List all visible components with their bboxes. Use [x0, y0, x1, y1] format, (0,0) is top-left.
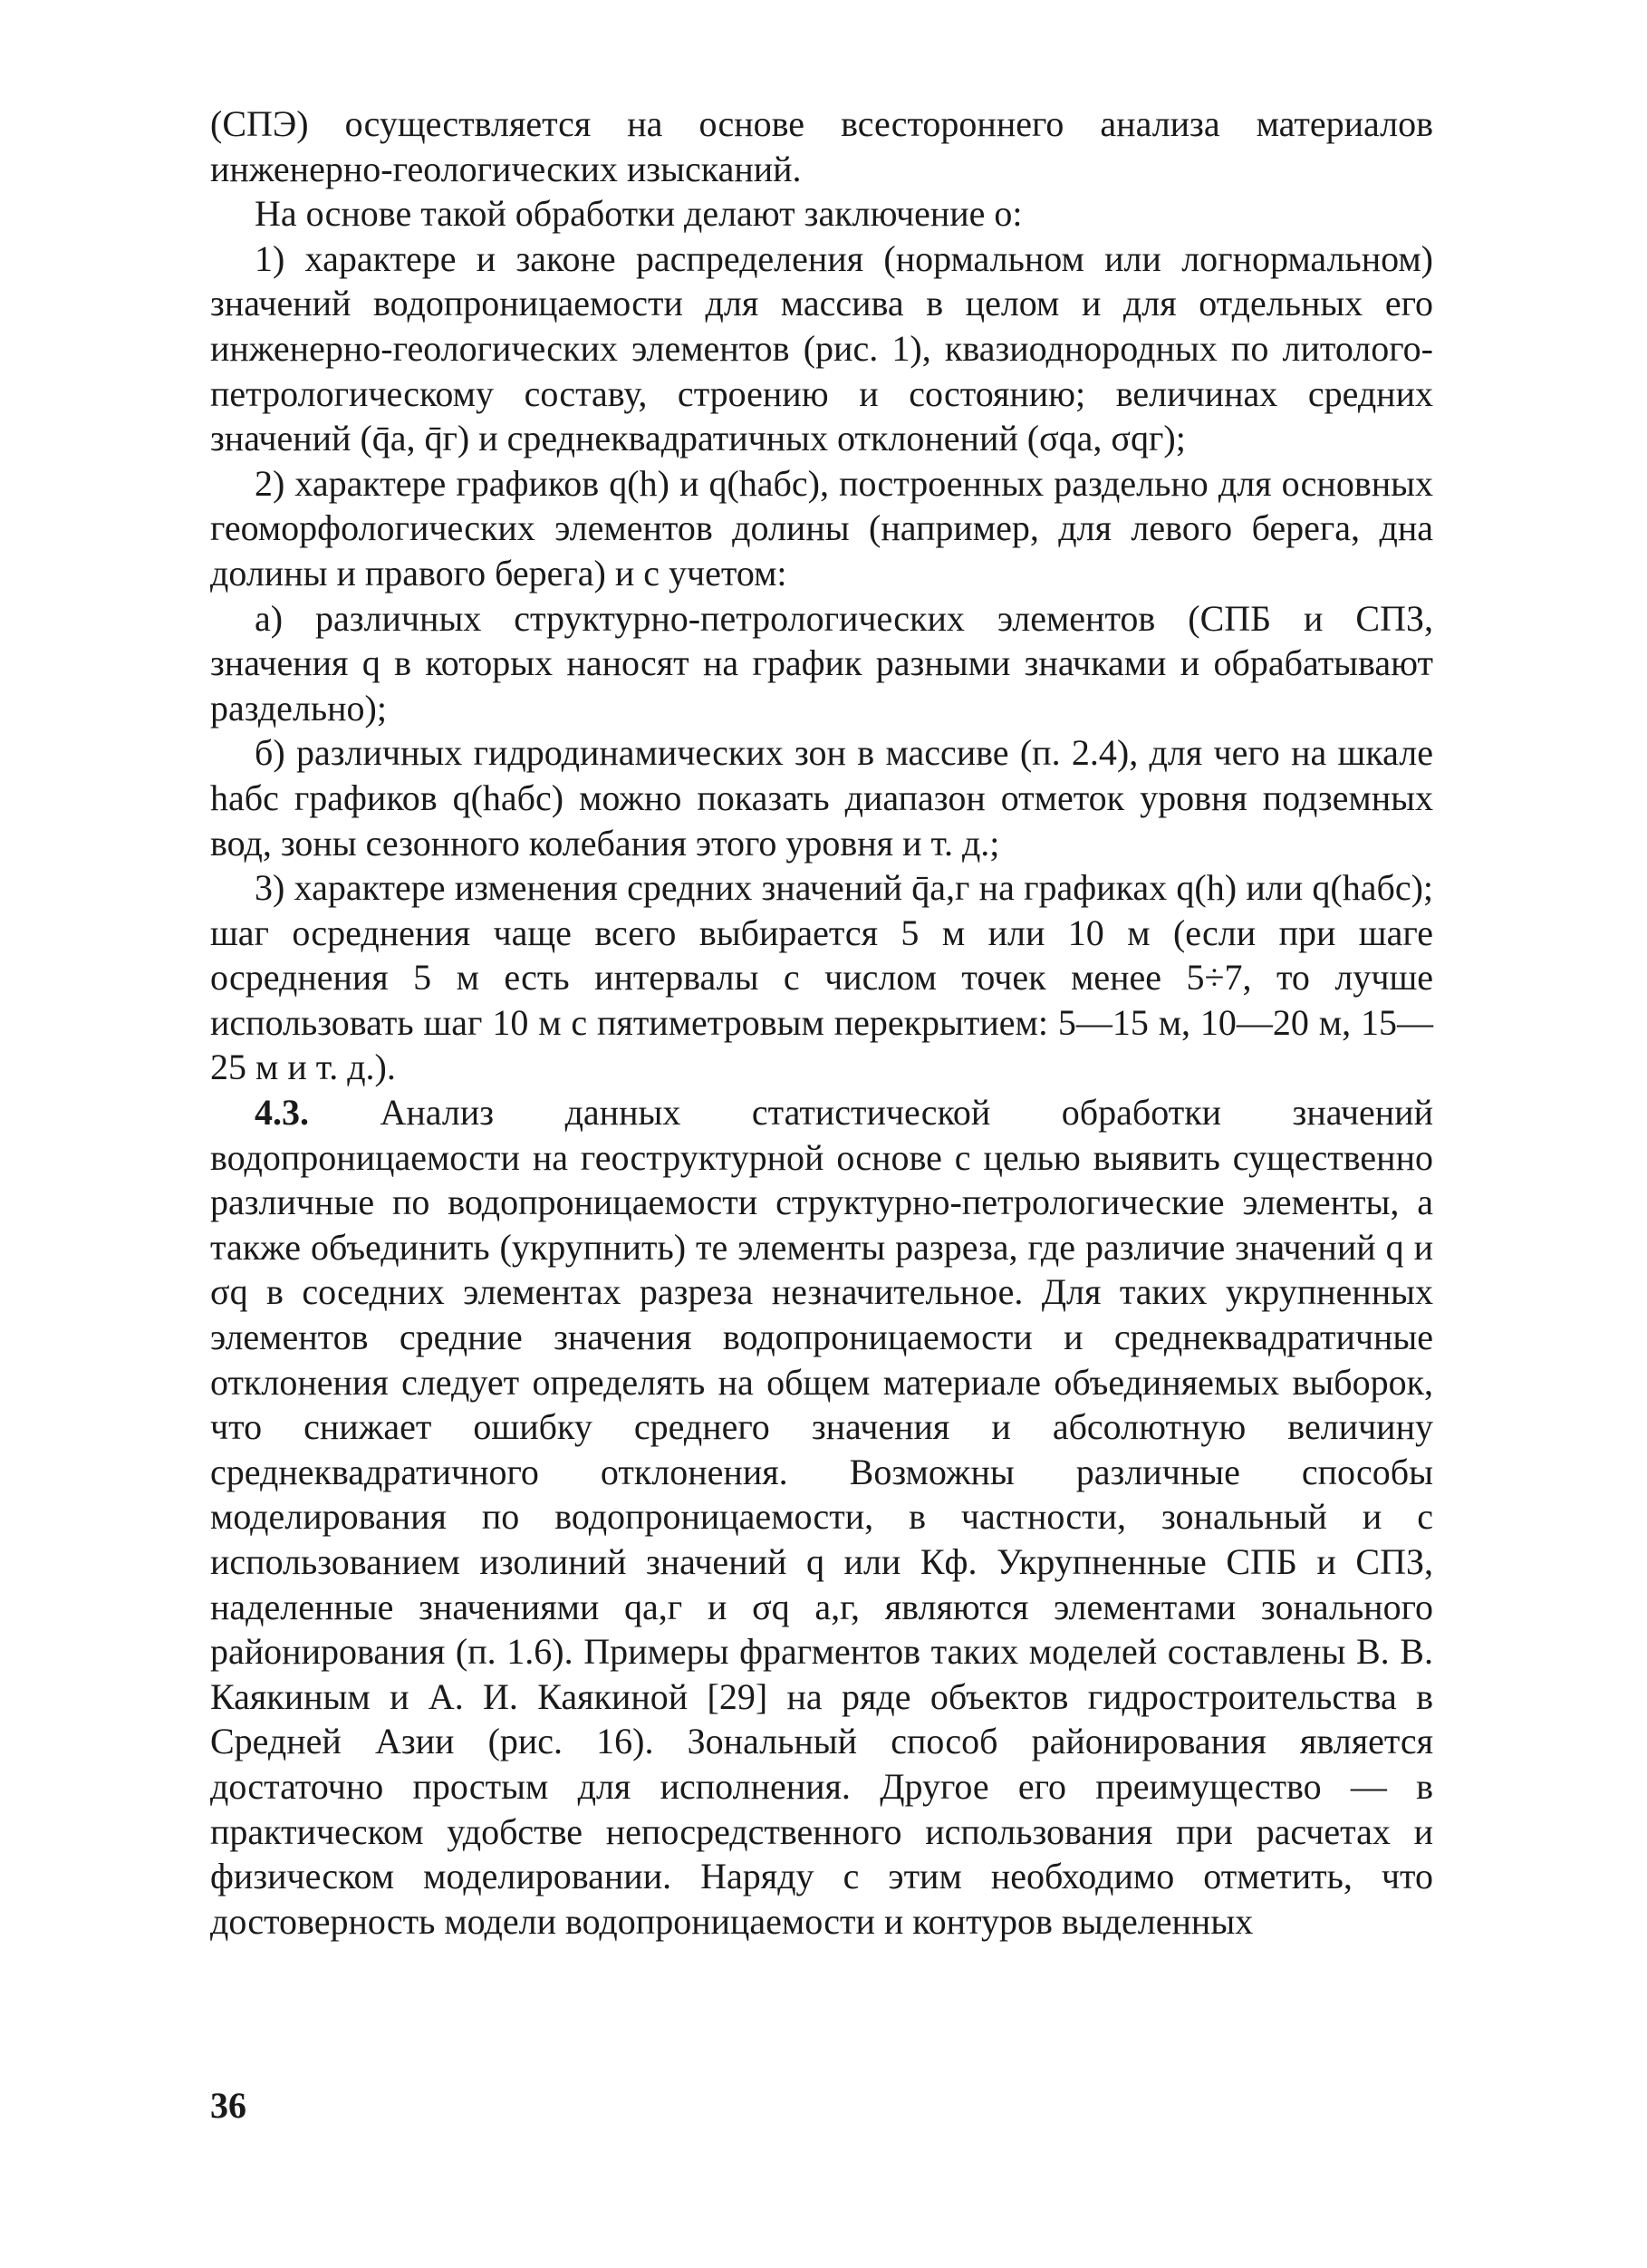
paragraph-6: б) различных гидродинамических зон в массиве (п. 2.4), для чего на шкале hабс графиков q(hабс) можно показать диапазон отметок уровня подземных вод, зоны сезонного колебания этого уровня и т. д.;: [210, 732, 1433, 864]
paragraph-4: 2) характере графиков q(h) и q(hабс), построенных раздельно для основных геоморфологических элементов долины (например, для левого берега, дна долины и правого берега) и с учетом:: [210, 462, 1433, 594]
paragraph-1: (СПЭ) осуществляется на основе всестороннего анализа материалов инженерно-геологических изысканий.: [210, 103, 1433, 189]
section-number: 4.3.: [255, 1092, 309, 1134]
paragraph-7: 3) характере изменения средних значений q̄а,г на графиках q(h) или q(hабс); шаг осреднения чаще всего выбирается 5 м или 10 м (если при шаге осреднения 5 м есть интервалы с числом точек менее 5÷7, то лучше использовать шаг 10 м с пятиметровым перекрытием: 5—15 м, 10—20 м, 15—25 м и т. д.).: [210, 867, 1433, 1088]
section-text: Анализ данных статистической обработки значений водопроницаемости на геоструктурной основе с целью выявить существенно различные по водопроницаемости структурно-петрологические элементы, а также объединить (укрупнить) те элементы разреза, где различие значений q и σq в соседних элементах разреза незначительное. Для таких укрупненных элементов средние значения водопроницаемости и среднеквадратичные отклонения следует определять на общем материале объединяемых выборок, что снижает ошибку среднего значения и абсолютную величину среднеквадратичного отклонения. Возможны различные способы моделирования по водопроницаемости, в частности, зональный и с использованием изолиний значений q или Кф. Укрупненные СПБ и СПЗ, наделенные значениями qа,г и σq а,г, являются элементами зонального районирования (п. 1.6). Примеры фрагментов таких моделей составлены В. В. Каякиным и А. И. Каякиной [29] на ряде объектов гидростроительства в Средней Азии (рис. 16). Зональный способ районирования является достаточно простым для исполнения. Другое его преимущество — в практическом удобстве непосредственного использования при расчетах и физическом моделировании. Наряду с этим необходимо отметить, что достоверность модели водопроницаемости и контуров выделенных: [210, 1092, 1433, 1942]
page-number: 36: [210, 2085, 246, 2126]
paragraph-2: На основе такой обработки делают заключение о:: [255, 193, 1023, 235]
page-body: [210, 101, 1433, 1944]
paragraph-8: [210, 1090, 1433, 1944]
paragraph-3: 1) характере и законе распределения (нормальном или логнормальном) значений водопроницаемости для массива в целом и для отдельных его инженерно-геологических элементов (рис. 1), квазиоднородных по литолого-петрологическому составу, строению и состоянию; величинах средних значений (q̄а, q̄г) и среднеквадратичных отклонений (σqа, σqг);: [210, 237, 1433, 459]
paragraph-5: а) различных структурно-петрологических элементов (СПБ и СПЗ, значения q в которых наносят на график разными значками и обрабатывают раздельно);: [210, 597, 1433, 729]
